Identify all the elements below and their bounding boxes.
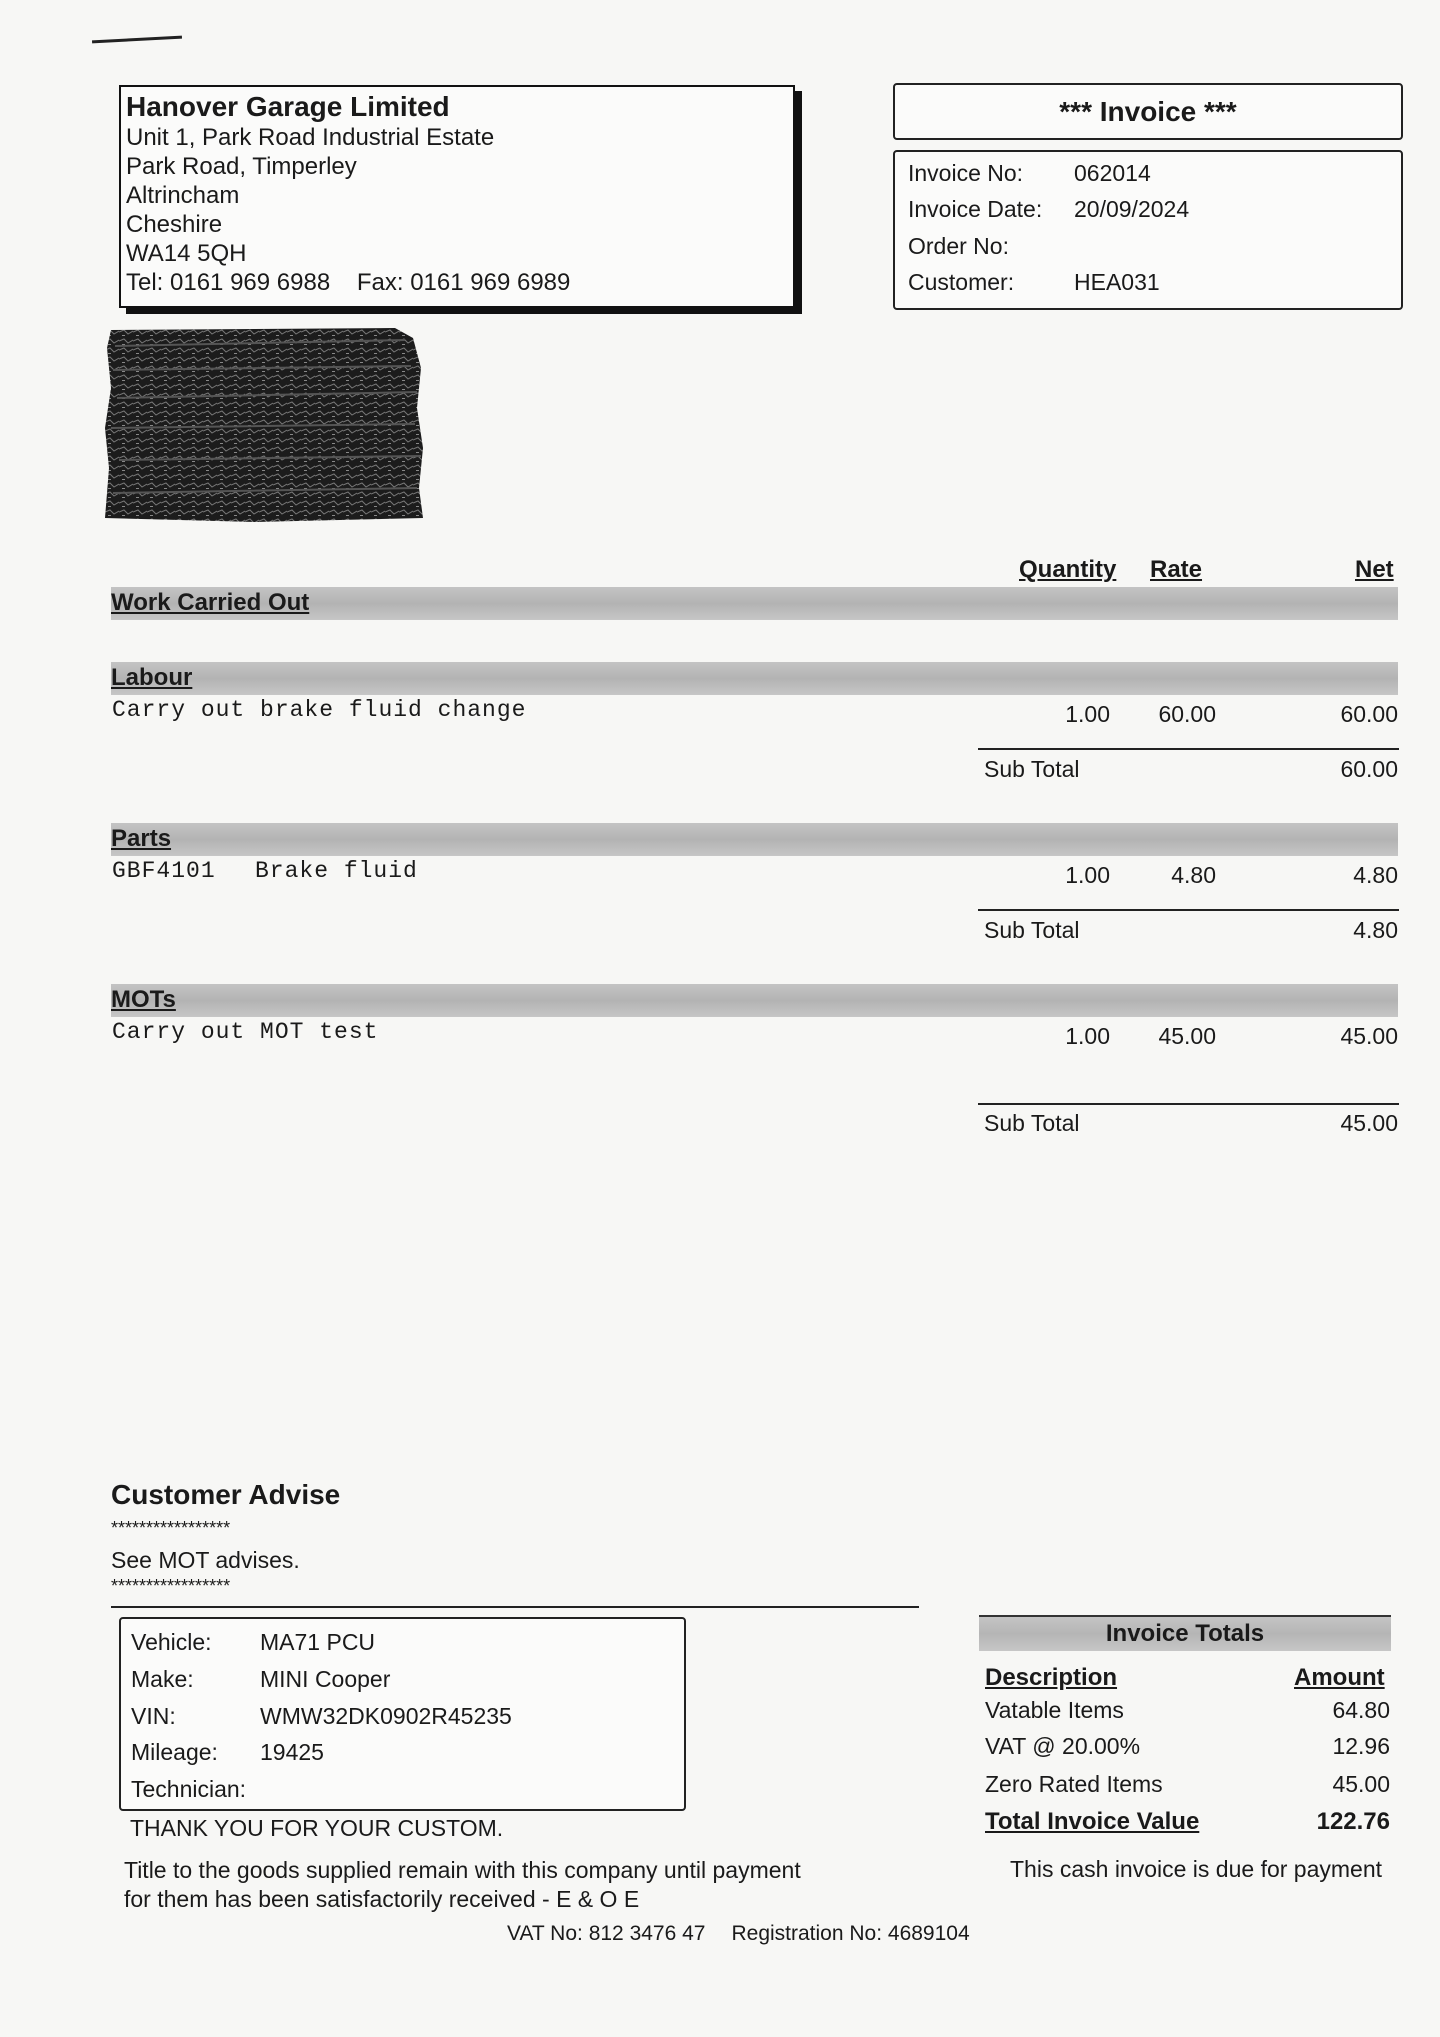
registration-line <box>507 1922 996 1946</box>
field-label: Order No: <box>908 233 1009 259</box>
mots-band <box>111 984 1398 1017</box>
parts-item-description: Brake fluid <box>255 858 418 884</box>
totals-row-label: VAT @ 20.00% <box>985 1733 1141 1759</box>
stars-divider: ***************** <box>111 1518 231 1538</box>
address-line: WA14 5QH <box>126 240 247 267</box>
vehicle-make: MINI Cooper <box>260 1666 391 1692</box>
customer-row <box>908 269 1160 296</box>
labour-quantity: 1.00 <box>1065 701 1110 727</box>
amount-column-header: Amount <box>1294 1664 1385 1691</box>
mots-subtotal: 45.00 <box>1340 1110 1398 1136</box>
company-tel: Tel: 0161 969 6988 <box>126 269 331 296</box>
field-label: VIN: <box>131 1703 176 1729</box>
field-label: Customer: <box>908 269 1015 295</box>
invoice-date: 20/09/2024 <box>1074 196 1190 222</box>
pen-mark <box>92 36 182 44</box>
labour-rate: 60.00 <box>1158 701 1216 727</box>
field-label: Vehicle: <box>131 1629 212 1655</box>
totals-row <box>985 1771 1390 1798</box>
customer-advise-heading: Customer Advise <box>111 1479 341 1510</box>
quantity-column-header: Quantity <box>1019 556 1117 583</box>
registration-number: Registration No: 4689104 <box>731 1922 970 1945</box>
thank-you-note: THANK YOU FOR YOUR CUSTOM. <box>130 1815 504 1841</box>
technician-row <box>131 1776 260 1803</box>
parts-heading: Parts <box>111 825 172 852</box>
invoice-date-row <box>908 196 1189 223</box>
vehicle-mileage: 19425 <box>260 1739 324 1765</box>
labour-item-description: Carry out brake fluid change <box>112 697 527 723</box>
stars-divider: ***************** <box>111 1576 231 1596</box>
note-line: for them has been satisfactorily received - E & O E <box>124 1886 640 1912</box>
zero-rated-amount: 45.00 <box>1332 1771 1390 1797</box>
address-line: Cheshire <box>126 211 223 238</box>
totals-row-label: Vatable Items <box>985 1697 1124 1723</box>
company-fax: Fax: 0161 969 6989 <box>356 269 571 296</box>
invoice-totals-heading: Invoice Totals <box>979 1617 1391 1651</box>
address-line: Altrincham <box>126 182 240 209</box>
invoice-title: *** Invoice *** <box>893 83 1403 140</box>
note-line: Title to the goods supplied remain with this company until payment <box>124 1857 801 1883</box>
field-label: Make: <box>131 1666 194 1692</box>
field-label: Invoice No: <box>908 160 1024 186</box>
mots-item-description: Carry out MOT test <box>112 1019 379 1045</box>
contact-line <box>121 268 793 297</box>
order-number-row <box>908 233 1074 260</box>
work-carried-out-heading: Work Carried Out <box>111 589 310 616</box>
labour-net: 60.00 <box>1340 701 1398 727</box>
parts-rate: 4.80 <box>1171 862 1216 888</box>
vehicle-vin: WMW32DK0902R45235 <box>260 1703 512 1729</box>
labour-heading: Labour <box>111 664 193 691</box>
vatable-items-amount: 64.80 <box>1332 1697 1390 1723</box>
total-invoice-label: Total Invoice Value <box>985 1808 1200 1835</box>
mots-net: 45.00 <box>1340 1023 1398 1049</box>
subtotal-label: Sub Total <box>984 756 1080 782</box>
field-label: Technician: <box>131 1776 247 1802</box>
customer-advise-text: See MOT advises. <box>111 1547 300 1573</box>
invoice-number: 062014 <box>1074 160 1151 186</box>
total-invoice-amount: 122.76 <box>1316 1808 1390 1835</box>
section-divider <box>111 1606 919 1608</box>
subtotal-rule <box>978 909 1399 911</box>
totals-row-label: Zero Rated Items <box>985 1771 1163 1797</box>
vehicle-row <box>131 1629 375 1656</box>
total-invoice-value-row <box>985 1808 1390 1836</box>
address-line: Unit 1, Park Road Industrial Estate <box>126 124 495 151</box>
title-to-goods-note <box>124 1856 801 1914</box>
subtotal-rule <box>978 1103 1399 1105</box>
vat-amount: 12.96 <box>1332 1733 1390 1759</box>
parts-item-code: GBF4101 <box>112 858 216 884</box>
mileage-row <box>131 1739 324 1766</box>
field-label: Invoice Date: <box>908 196 1043 222</box>
vehicle-details-box <box>119 1617 686 1811</box>
totals-row <box>985 1697 1390 1724</box>
parts-quantity: 1.00 <box>1065 862 1110 888</box>
totals-row <box>985 1733 1390 1760</box>
company-address-box <box>119 85 795 308</box>
mots-heading: MOTs <box>111 986 176 1013</box>
parts-net: 4.80 <box>1353 862 1398 888</box>
subtotal-label: Sub Total <box>984 1110 1080 1136</box>
invoice-number-row <box>908 160 1151 187</box>
rate-column-header: Rate <box>1150 556 1203 583</box>
mots-rate: 45.00 <box>1158 1023 1216 1049</box>
make-row <box>131 1666 390 1693</box>
field-label: Mileage: <box>131 1739 218 1765</box>
parts-subtotal: 4.80 <box>1353 917 1398 943</box>
customer-code: HEA031 <box>1074 269 1160 295</box>
company-name: Hanover Garage Limited <box>126 91 450 122</box>
invoice-details-box <box>893 150 1403 310</box>
parts-band <box>111 823 1398 856</box>
vat-number: VAT No: 812 3476 47 <box>507 1922 706 1945</box>
subtotal-rule <box>978 748 1399 750</box>
labour-band <box>111 662 1398 695</box>
mots-quantity: 1.00 <box>1065 1023 1110 1049</box>
vin-row <box>131 1703 512 1730</box>
net-column-header: Net <box>1355 556 1394 583</box>
redacted-address-block <box>105 328 425 523</box>
labour-subtotal: 60.00 <box>1340 756 1398 782</box>
address-line: Park Road, Timperley <box>126 153 357 180</box>
payment-due-note: This cash invoice is due for payment <box>1010 1856 1383 1882</box>
vehicle-registration: MA71 PCU <box>260 1629 376 1655</box>
subtotal-label: Sub Total <box>984 917 1080 943</box>
description-column-header: Description <box>985 1664 1118 1691</box>
